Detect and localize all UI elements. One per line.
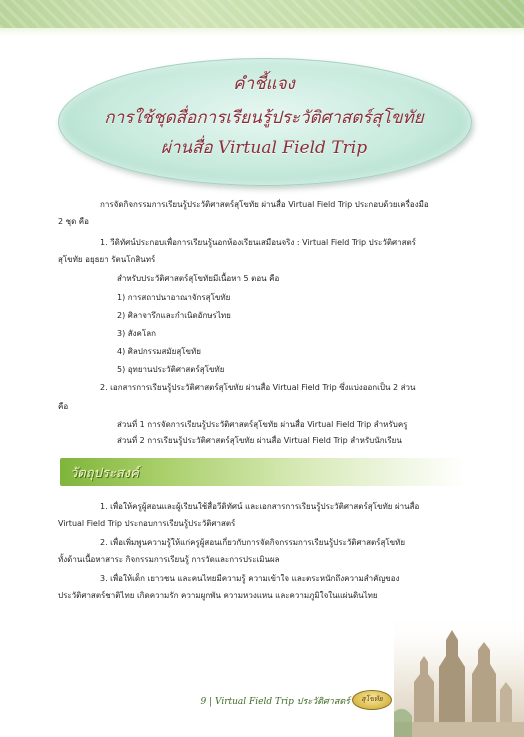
objective-2-cont: ทั้งด้านเนื้อหาสาระ กิจกรรมการเรียนรู้ การวัดและการประเมินผล — [58, 555, 280, 564]
topic-item-1: 1) การสถาปนาอาณาจักรสุโขทัย — [117, 293, 231, 302]
list-item-1-cont: สุโขทัย อยุธยา รัตนโกสินทร์ — [58, 255, 156, 264]
page-title: คำชี้แจง — [233, 74, 295, 94]
topic-item-3: 3) สังคโลก — [117, 329, 156, 338]
title-subtitle-2: ผ่านสื่อ Virtual Field Trip — [160, 138, 368, 158]
sukhothai-logo: สุโขทัย — [352, 690, 392, 710]
intro-paragraph-cont: 2 ชุด คือ — [58, 217, 89, 226]
intro-paragraph: การจัดกิจกรรมการเรียนรู้ประวัติศาสตร์สุโขทัย ผ่านสื่อ Virtual Field Trip ประกอบด้วยเครื่องมือ — [100, 200, 429, 209]
topic-item-5: 5) อุทยานประวัติศาสตร์สุโขทัย — [117, 365, 225, 374]
topic-item-4: 4) ศิลปกรรมสมัยสุโขทัย — [117, 347, 201, 356]
header-divider — [0, 28, 524, 36]
header-decorative-band — [0, 0, 524, 28]
list-item-1: 1. วีดิทัศน์ประกอบเพื่อการเรียนรู้นอกห้องเรียนเสมือนจริง : Virtual Field Trip ประวัติศาสตร์ — [100, 238, 416, 247]
objective-1-cont: Virtual Field Trip ประกอบการเรียนรู้ประวัติศาสตร์ — [58, 519, 236, 528]
page-footer: 9 | Virtual Field Trip ประวัติศาสตร์ — [200, 697, 350, 707]
objective-1: 1. เพื่อให้ครูผู้สอนและผู้เรียนใช้สื่อวีดิทัศน์ และเอกสารการเรียนรู้ประวัติศาสตร์สุโขทัย ผ่านสื่อ — [100, 502, 420, 511]
title-subtitle-1: การใช้ชุดสื่อการเรียนรู้ประวัติศาสตร์สุโขทัย — [104, 108, 424, 128]
part-2-text: ส่วนที่ 2 การเรียนรู้ประวัติศาสตร์สุโขทัย ผ่านสื่อ Virtual Field Trip สำหรับนักเรียน — [117, 436, 402, 445]
list-item-2: 2. เอกสารการเรียนรู้ประวัติศาสตร์สุโขทัย ผ่านสื่อ Virtual Field Trip ซึ่งแบ่งออกเป็น 2 ส่วน — [100, 383, 416, 392]
topic-item-2: 2) ศิลาจารึกและกำเนิดอักษรไทย — [117, 311, 231, 320]
temple-ruins-illustration — [394, 612, 524, 737]
objective-3: 3. เพื่อให้เด็ก เยาวชน และคนไทยมีความรู้ ความเข้าใจ และตระหนักถึงความสำคัญของ — [100, 574, 400, 583]
section-heading: วัตถุประสงค์ — [70, 466, 139, 481]
list-item-2-cont: คือ — [58, 402, 69, 411]
objective-3-cont: ประวัติศาสตร์ชาติไทย เกิดความรัก ความผูกพัน ความหวงแหน และความภูมิใจในแผ่นดินไทย — [58, 591, 378, 600]
part-1-text: ส่วนที่ 1 การจัดการเรียนรู้ประวัติศาสตร์สุโขทัย ผ่านสื่อ Virtual Field Trip สำหรับครู — [117, 420, 408, 429]
objective-2: 2. เพื่อเพิ่มพูนความรู้ให้แก่ครูผู้สอนเกี่ยวกับการจัดกิจกรรมการเรียนรู้ประวัติศาสตร์สุโขทัย — [100, 538, 406, 547]
list-item-1-intro: สำหรับประวัติศาสตร์สุโขทัยมีเนื้อหา 5 ตอน คือ — [117, 274, 280, 283]
